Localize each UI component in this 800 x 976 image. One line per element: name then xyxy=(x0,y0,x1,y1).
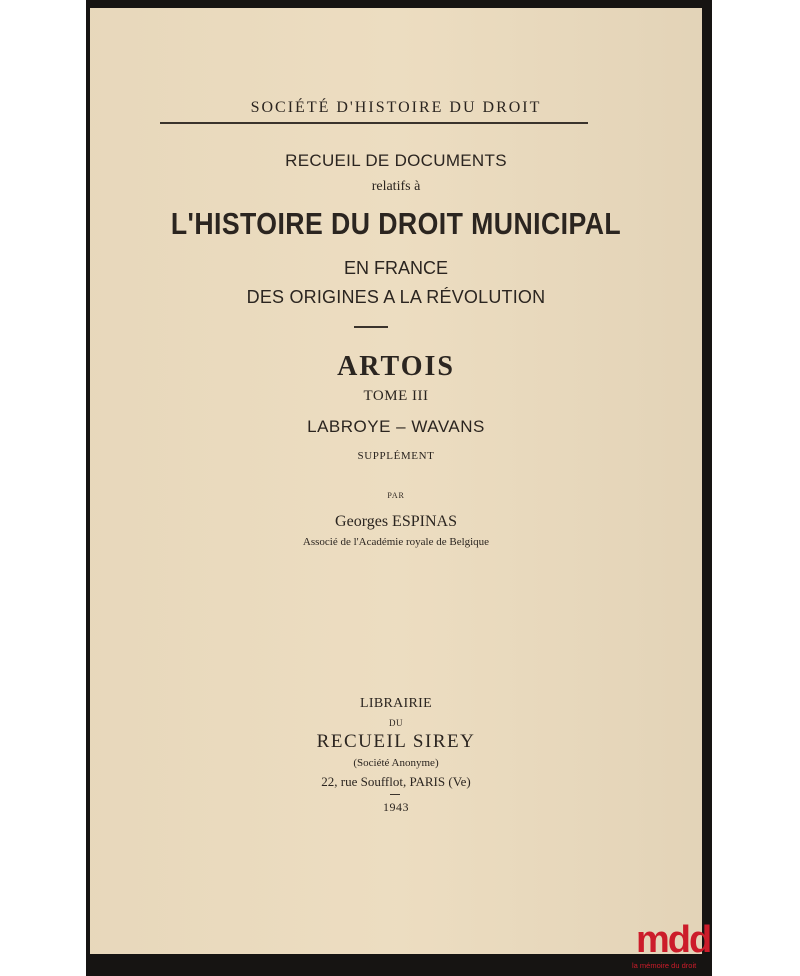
publisher-company-type: (Société Anonyme) xyxy=(353,757,439,769)
subtitle-en-france: EN FRANCE xyxy=(343,258,448,278)
publisher-librairie: LIBRAIRIE xyxy=(360,696,432,711)
header-rule xyxy=(160,122,588,124)
author-affiliation: Associé de l'Académie royale de Belgique xyxy=(302,536,490,548)
publisher-address: 22, rue Soufflot, PARIS (Ve) xyxy=(321,774,471,789)
short-divider xyxy=(354,326,388,328)
mdd-tagline: la mémoire du droit xyxy=(632,961,697,970)
relatifs-text: relatifs à xyxy=(371,179,421,194)
subtitle-period: DES ORIGINES A LA RÉVOLUTION xyxy=(246,287,546,307)
region-title: ARTOIS xyxy=(337,351,455,382)
supplement-label: SUPPLÉMENT xyxy=(357,450,435,462)
volume-number: TOME III xyxy=(363,388,429,404)
author-name: Georges ESPINAS xyxy=(335,513,457,530)
collection-title: RECUEIL DE DOCUMENTS xyxy=(285,151,507,170)
volume-subtitle: LABROYE – WAVANS xyxy=(307,417,485,436)
society-name: SOCIÉTÉ D'HISTOIRE DU DROIT xyxy=(250,99,542,116)
publisher-name: RECUEIL SIREY xyxy=(316,731,476,752)
by-label: PAR xyxy=(387,491,405,500)
publication-year: 1943 xyxy=(383,800,409,814)
main-title: L'HISTOIRE DU DROIT MUNICIPAL xyxy=(170,206,622,241)
year-dash xyxy=(390,794,400,795)
publisher-du: DU xyxy=(389,718,403,728)
mdd-logo-text: mdd xyxy=(636,919,711,961)
title-page xyxy=(90,8,702,954)
mdd-logo-watermark xyxy=(630,920,720,976)
